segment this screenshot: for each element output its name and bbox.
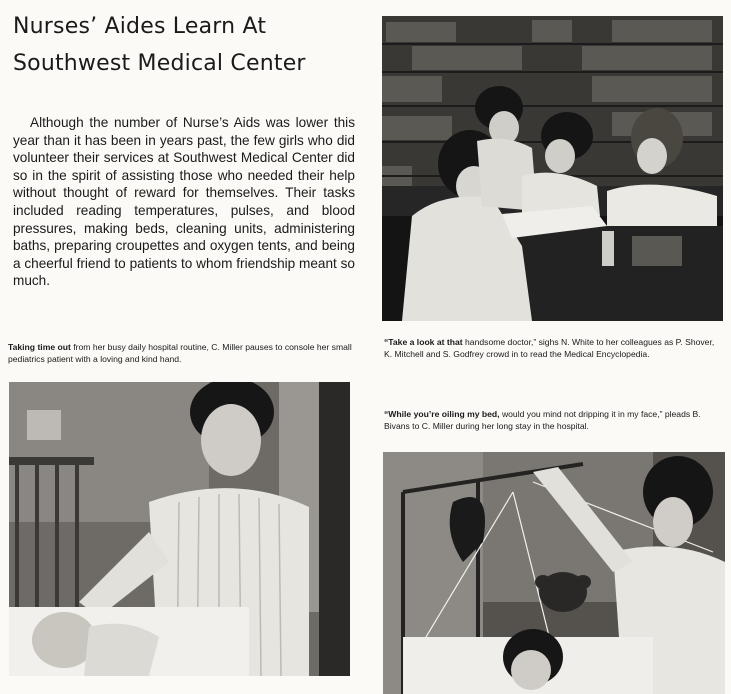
photo-miller-pediatrics-patient: [9, 382, 350, 676]
caption-white-encyclopedia: [384, 336, 722, 360]
caption-bivans-text: would you mind not dripping it in my face,” pleads B. Bivans to C. Miller during her long stay in the hospital.: [384, 409, 701, 431]
article-headline: [13, 8, 358, 82]
caption-bivans-lead: “While you’re oiling my bed,: [384, 409, 500, 419]
article-body-text: Although the number of Nurse’s Aids was lower this year than it has been in years past, the few girls who did volunteer their services at Southwest Medical Center did so in the spirit of assisting those who needed their help without thought of reward for themselves. Their tasks included reading temperatures, pulses, and blood pressures, making beds, cleaning units, administering baths, preparing croupettes and oxygen tents, and being a cheerful friend to patients to whom friendship meant so much.: [13, 115, 355, 289]
caption-miller-pediatrics: [8, 341, 353, 365]
photo-aides-reading-encyclopedia: [382, 16, 723, 321]
caption-white-lead: “Take a look at that: [384, 337, 463, 347]
caption-miller-text: from her busy daily hospital routine, C. Miller pauses to console her small pediatrics patient with a loving and kind hand.: [8, 342, 352, 364]
caption-miller-lead: Taking time out: [8, 342, 71, 352]
headline-line-2: Southwest Medical Center: [13, 51, 306, 76]
headline-line-1: Nurses’ Aides Learn At: [13, 14, 267, 39]
caption-white-text: handsome doctor,” sighs N. White to her colleagues as P. Shover, K. Mitchell and S. Godfrey crowd in to read the Medical Encyclopedia.: [384, 337, 715, 359]
photo-bivans-hospital-bed: [383, 452, 725, 694]
article-body: [13, 114, 355, 290]
caption-bivans-bed: [384, 408, 722, 432]
